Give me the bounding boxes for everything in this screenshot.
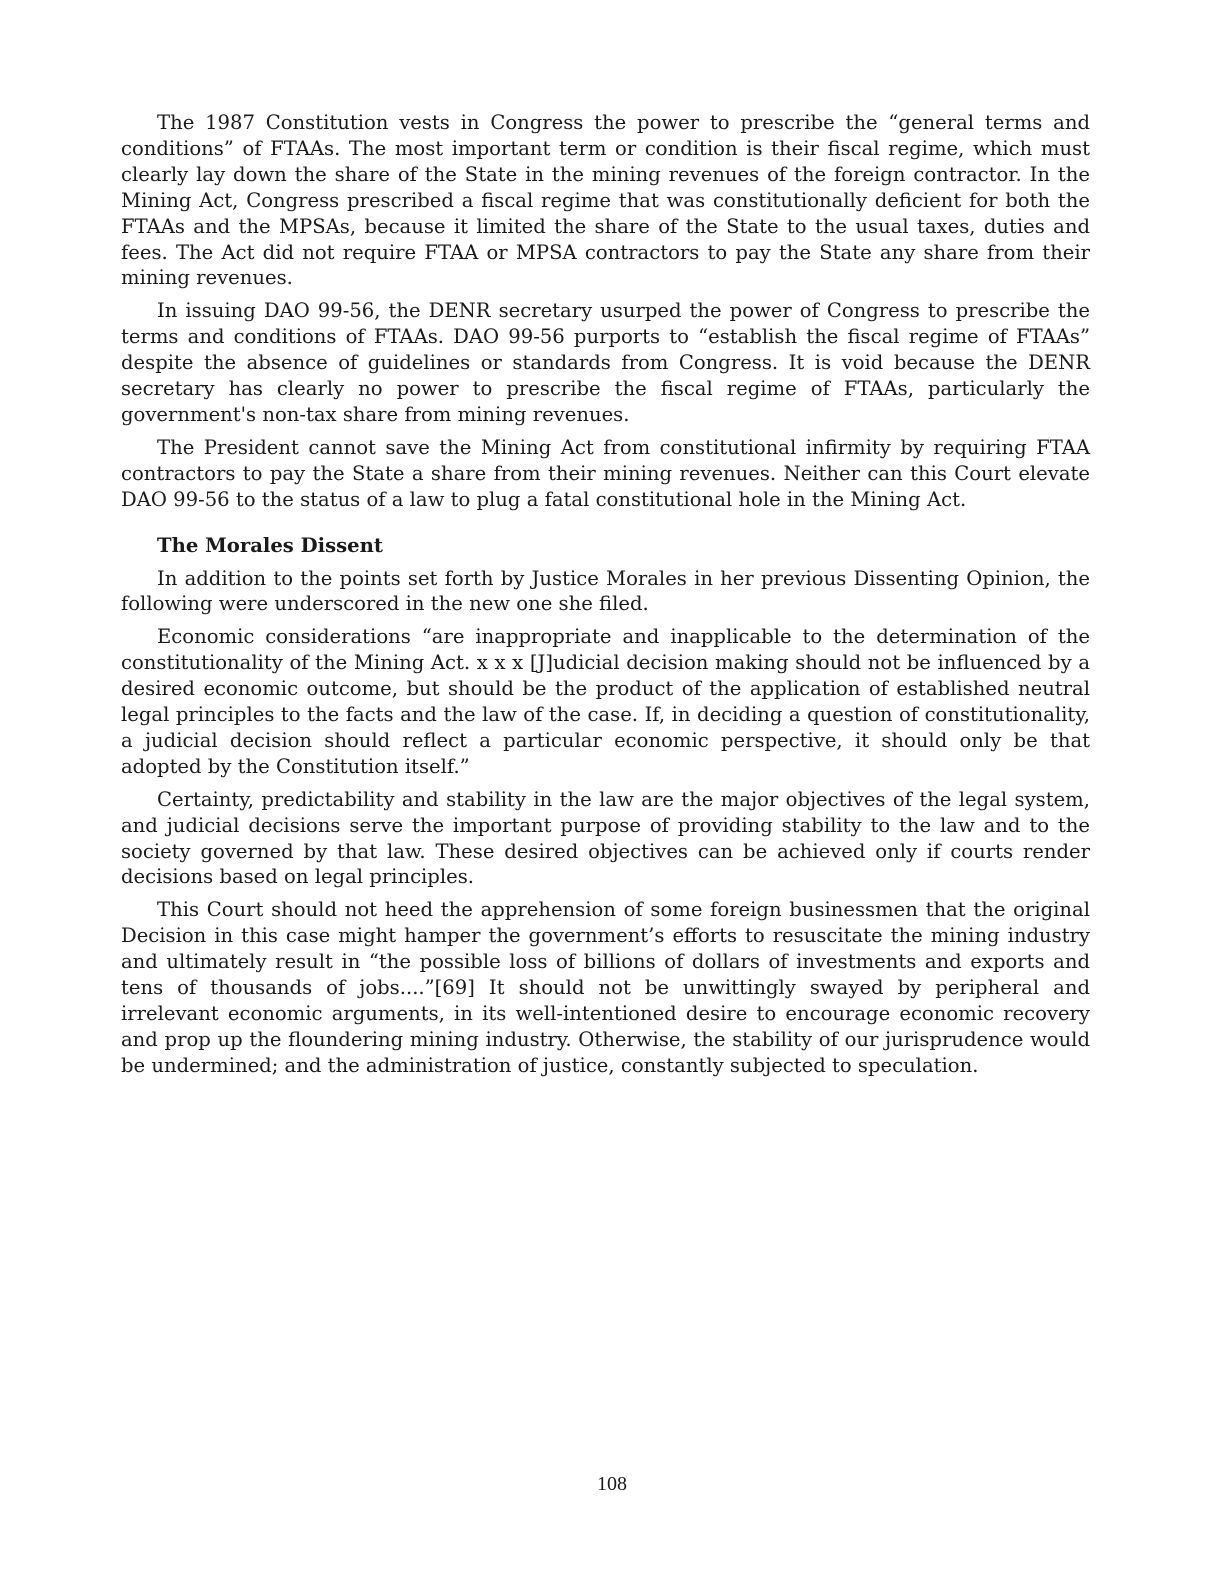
document-page: [121, 110, 1090, 1086]
page-number: 108: [597, 1473, 627, 1495]
paragraph-foreign-businessmen: This Court should not heed the apprehension of some foreign businessmen that the original Decision in this case might hamper the government’s efforts to resuscitate the mining industry and ultimately result in “the possible loss of billions of dollars of investments and exports and tens of thousands of jobs....”[69] It should not be unwittingly swayed by peripheral and irrelevant economic arguments, in its well-intentioned desire to encourage economic recovery and prop up the floundering mining industry. Otherwise, the stability of our jurisprudence would be undermined; and the administration of justice, constantly subjected to speculation.: [121, 898, 1090, 1077]
paragraph-dao-99-56: In issuing DAO 99-56, the DENR secretary usurped the power of Congress to prescribe the terms and conditions of FTAAs. DAO 99-56 purports to “establish the fiscal regime of FTAAs” despite the absence of guidelines or standards from Congress. It is void because the DENR secretary has clearly no power to prescribe the fiscal regime of FTAAs, particularly the government's non-tax share from mining revenues.: [121, 299, 1090, 426]
paragraph-fiscal-regime: The 1987 Constitution vests in Congress the power to prescribe the “general terms and conditions” of FTAAs. The most important term or condition is their fiscal regime, which must clearly lay down the share of the State in the mining revenues of the foreign contractor. In the Mining Act, Congress prescribed a fiscal regime that was constitutionally deficient for both the FTAAs and the MPSAs, because it limited the share of the State to the usual taxes, duties and fees. The Act did not require FTAA or MPSA contractors to pay the State any share from their mining revenues.: [121, 111, 1090, 290]
paragraph-president: The President cannot save the Mining Act from constitutional infirmity by requiring FTAA contractors to pay the State a share from their mining revenues. Neither can this Court elevate DAO 99-56 to the status of a law to plug a fatal constitutional hole in the Mining Act.: [121, 435, 1090, 511]
section-heading: The Morales Dissent: [157, 533, 383, 557]
paragraph-certainty: Certainty, predictability and stability in the law are the major objectives of the legal system, and judicial decisions serve the important purpose of providing stability to the law and to the society governed by that law. These desired objectives can be achieved only if courts render decisions based on legal principles.: [121, 787, 1090, 889]
paragraph-morales-intro: In addition to the points set forth by Justice Morales in her previous Dissenting Opinion, the following were underscored in the new one she filed.: [121, 566, 1090, 616]
paragraph-economic-considerations: Economic considerations “are inappropriate and inapplicable to the determination of the constitutionality of the Mining Act. x x x [J]udicial decision making should not be influenced by a desired economic outcome, but should be the product of the application of established neutral legal principles to the facts and the law of the case. If, in deciding a question of constitutionality, a judicial decision should reflect a particular economic perspective, it should only be that adopted by the Constitution itself.”: [121, 625, 1090, 778]
